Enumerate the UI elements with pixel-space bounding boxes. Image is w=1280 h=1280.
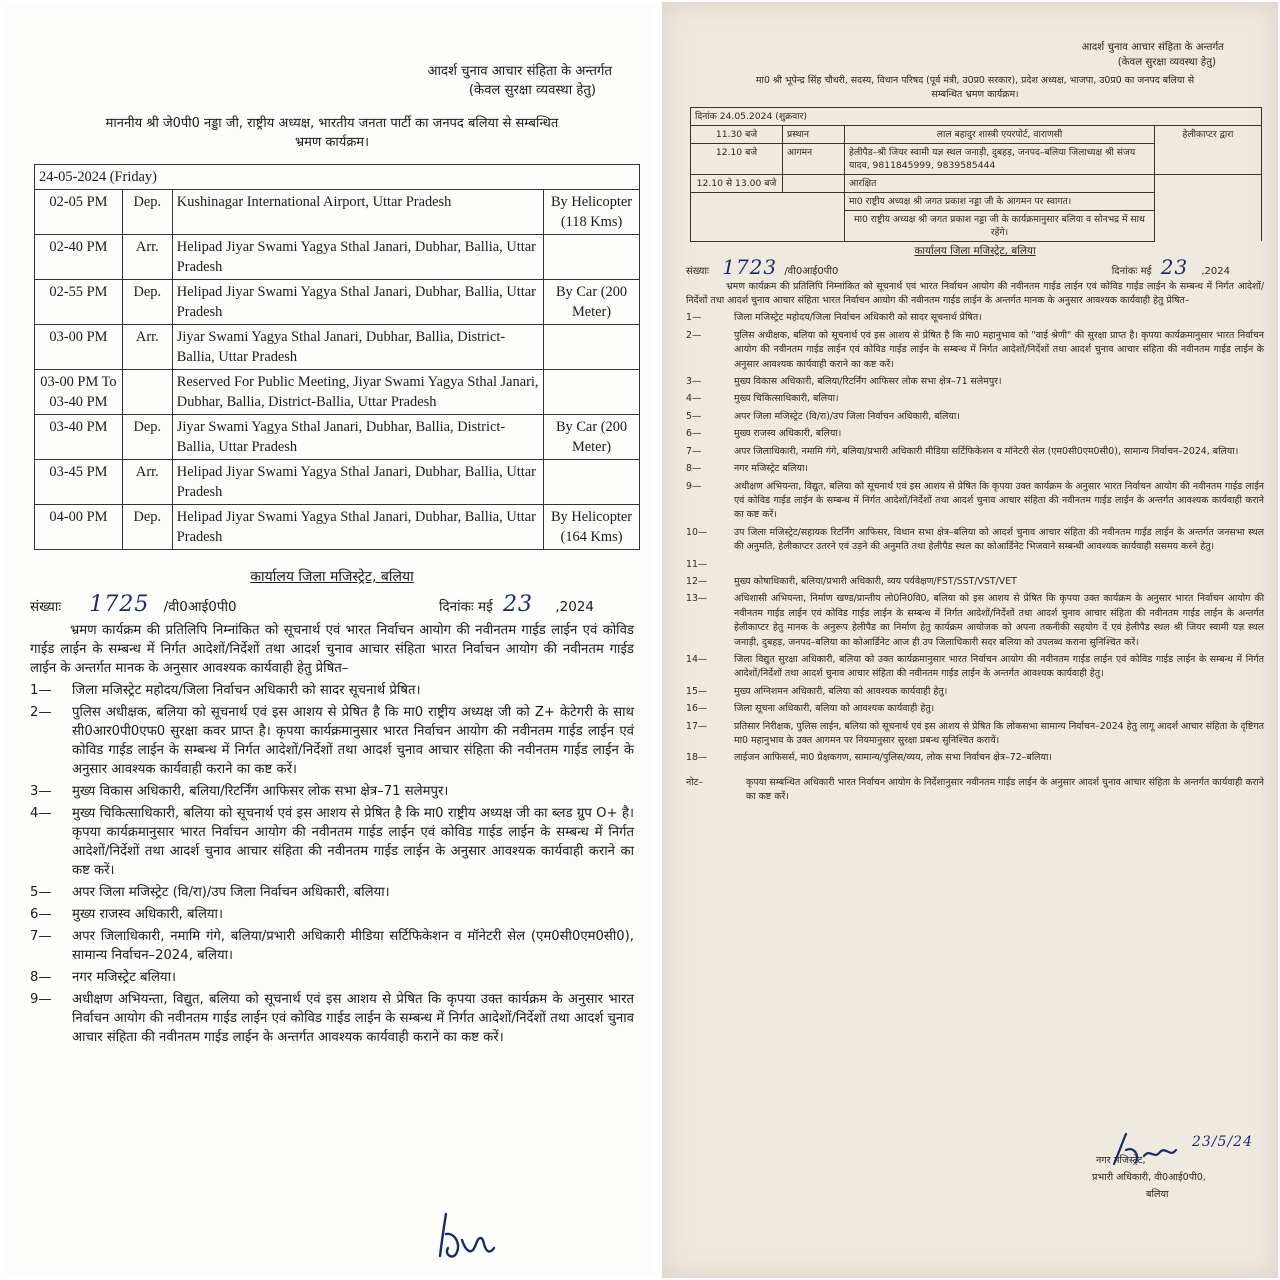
row-place: Helipad Jiyar Swami Yagya Sthal Janari, Dubhar, Ballia, Uttar Pradesh bbox=[172, 505, 543, 550]
list-item-text: नगर मजिस्ट्रेट बलिया। bbox=[72, 970, 176, 985]
list-item-text: अपर जिला मजिस्ट्रेट (वि/रा)/उप जिला निर्वाचन अधिकारी, बलिया। bbox=[72, 885, 390, 900]
row-place: Helipad Jiyar Swami Yagya Sthal Janari, Dubhar, Ballia, Uttar Pradesh bbox=[172, 235, 543, 280]
right-header-line1: आदर्श चुनाव आचार संहिता के अन्तर्गत bbox=[1081, 42, 1224, 53]
row-mode-empty bbox=[1155, 174, 1262, 241]
table-row bbox=[691, 174, 1262, 192]
row-time: 12.10 बजे bbox=[691, 143, 783, 174]
row-place: लाल बहादुर शास्त्री एयरपोर्ट, वाराणसी bbox=[845, 125, 1155, 143]
list-item-text: मुख्य विकास अधिकारी, बलिया/रिटर्निंग आफिसर लोक सभा क्षेत्र–71 सलेमपुर। bbox=[72, 784, 449, 799]
list-item-number: 15— bbox=[686, 685, 708, 697]
row-time: 02-05 PM bbox=[35, 190, 123, 235]
row-action: Dep. bbox=[122, 190, 172, 235]
list-item bbox=[686, 575, 1264, 589]
row-mode: By Helicopter (164 Kms) bbox=[544, 505, 640, 550]
row-place: Helipad Jiyar Swami Yagya Sthal Janari, Dubhar, Ballia, Uttar Pradesh bbox=[172, 460, 543, 505]
list-item-text: पुलिस अधीक्षक, बलिया को सूचनार्थ एवं इस आशय से प्रेषित है कि मा0 राष्ट्रीय अध्यक्ष जी को Z+ केटेगरी के साथ सी0आर0पी0एफ0 सुरक्षा कवर प्राप्त है। कृपया कार्यक्रमानुसार भारत निर्वाचन आयोग की नवीनतम गाईड लाईन एवं कोविड गाईड लाईन के सम्बन्ध में निर्गत आदेशों/निर्देशों तथा आदर्श चुनाव आचार संहिता की नवीनतम गाईड लाईन के अनुसार आवश्यक कार्यवाही कराने का कष्ट करें। bbox=[72, 705, 634, 777]
list-item-number: 5— bbox=[686, 410, 702, 422]
row-place: Helipad Jiyar Swami Yagya Sthal Janari, Dubhar, Ballia, Uttar Pradesh bbox=[172, 280, 543, 325]
list-item-number: 10— bbox=[686, 526, 708, 538]
list-item-number: 9— bbox=[30, 992, 52, 1007]
row-place: Jiyar Swami Yagya Sthal Janari, Dubhar, Ballia, District-Ballia, Uttar Pradesh bbox=[172, 415, 543, 460]
left-date-year: ,2024 bbox=[555, 599, 594, 615]
row-place: Kushinagar International Airport, Uttar Pradesh bbox=[172, 190, 543, 235]
right-office-heading: कार्यालय जिला मजिस्ट्रेट, बलिया bbox=[914, 244, 1036, 257]
list-item bbox=[30, 782, 634, 801]
list-item-text bbox=[734, 558, 1264, 572]
right-note-text: कृपया सम्बन्धित अधिकारी भारत निर्वाचन आयोग के निर्देशानुसार नवीनतम गाईड लाईन के अनुसार आदर्श चुनाव आचार संहिता के अन्तर्गत कार्यवाही कराने का कष्ट करें। bbox=[746, 776, 1264, 803]
left-document bbox=[4, 4, 654, 1276]
list-item bbox=[686, 445, 1264, 459]
left-ref-suffix: /वी0आई0पी0 bbox=[163, 599, 237, 615]
right-header-line2: (केवल सुरक्षा व्यवस्था हेतु) bbox=[1117, 57, 1216, 68]
list-item-text: मुख्य कोषाधिकारी, बलिया/प्रभारी अधिकारी, व्यय पर्यवेक्षण/FST/SST/VST/VET bbox=[734, 575, 1017, 587]
list-item bbox=[30, 905, 634, 924]
row-action: Arr. bbox=[122, 235, 172, 280]
list-item-number: 7— bbox=[686, 445, 702, 457]
list-item bbox=[686, 480, 1264, 523]
list-item bbox=[686, 751, 1264, 765]
list-item-number: 2— bbox=[30, 705, 52, 720]
left-header-line2: (केवल सुरक्षा व्यवस्था हेतु) bbox=[468, 83, 596, 98]
list-item-number: 13— bbox=[686, 593, 708, 605]
table-row bbox=[35, 235, 640, 280]
list-item-text: मुख्य चिकित्साधिकारी, बलिया को सूचनार्थ एवं इस आशय से प्रेषित है कि मा0 राष्ट्रीय अध्यक्ष जी का ब्लड ग्रुप O+ है। कृपया कार्यक्रमानुसार भारत निर्वाचन आयोग की नवीनतम गाईड लाईन एवं कोविड गाईड लाईन के सम्बन्ध में निर्गत आदेशों/निर्देशों तथा आदर्श चुनाव आचार संहिता की नवीनतम गाईड लाईन के अनुसार आवश्यक कार्यवाही कराने का कष्ट करें। bbox=[72, 806, 634, 878]
list-item-number: 6— bbox=[30, 907, 52, 922]
table-row bbox=[35, 460, 640, 505]
left-schedule-date: 24-05-2024 (Friday) bbox=[35, 165, 640, 190]
right-signature-block bbox=[1092, 1134, 1272, 1203]
list-item-text: अधीक्षण अभियन्ता, विद्युत, बलिया को सूचनार्थ एवं इस आशय से प्रेषित कि कृपया उक्त कार्यक्रम के अनुसार भारत निर्वाचन आयोग की नवीनतम गाईड लाईन एवं कोविड गाईड लाईन के सम्बन्ध में निर्गत आदेशों/निर्देशों तथा आदर्श चुनाव आचार संहिता की नवीनतम गाईड लाईन के अन्तर्गत आवश्यक कार्यवाही कराने का कष्ट करें। bbox=[72, 992, 634, 1045]
right-intro-paragraph: भ्रमण कार्यक्रम की प्रतिलिपि निम्नांकित को सूचनार्थ एवं भारत निर्वाचन आयोग की नवीनतम गाईड लाईन एवं कोविड गाईड लाईन के सम्बन्ध में निर्गत आदेशों/निर्देशों तथा आदर्श चुनाव आचार संहिता भारत निर्वाचन आयोग की नवीनतम गाईड लाईन के अन्तर्गत मानक के अनुसार आवश्यक कार्यवाही हेतु प्रेषित– bbox=[686, 280, 1264, 307]
list-item-text: अपर जिला मजिस्ट्रेट (वि/रा)/उप जिला निर्वाचन अधिकारी, बलिया। bbox=[734, 410, 960, 422]
list-item-number: 11— bbox=[686, 558, 708, 570]
right-note bbox=[686, 776, 1264, 805]
list-item-number: 8— bbox=[30, 970, 52, 985]
row-mode bbox=[544, 235, 640, 280]
right-recipient-list bbox=[686, 311, 1264, 765]
row-action: Dep. bbox=[122, 415, 172, 460]
list-item-text: पुलिस अधीक्षक, बलिया को सूचनार्थ एवं इस आशय से प्रेषित है कि मा0 महानुभाव को "वाई श्रेणी" की सुरक्षा प्राप्त है। कृपया कार्यक्रमानुसार भारत निर्वाचन आयोग की नवीनतम गाईड लाईन एवं कोविड गाईड लाईन के सम्बन्ध में निर्गत आदेशों/निर्देशों तथा आदर्श चुनाव आचार संहिता की नवीनतम गाईड लाईन के अनुसार आवश्यक कार्यवाही कराने का कष्ट करें। bbox=[734, 329, 1264, 370]
list-item bbox=[686, 702, 1264, 716]
row-time: 03-45 PM bbox=[35, 460, 123, 505]
list-item-text: जिला सूचना अधिकारी, बलिया को आवश्यक कार्यवाही हेतु। bbox=[734, 703, 935, 715]
list-item bbox=[30, 883, 634, 902]
left-date-label: दिनांकः मई bbox=[439, 599, 493, 615]
list-item-text: जिला मजिस्ट्रेट महोदय/जिला निर्वाचन अधिकारी को सादर सूचनार्थ प्रेषित। bbox=[734, 312, 982, 324]
row-action: Dep. bbox=[122, 280, 172, 325]
list-item bbox=[686, 685, 1264, 699]
row-empty bbox=[691, 210, 845, 241]
row-mode: By Helicopter (118 Kms) bbox=[544, 190, 640, 235]
left-intro-paragraph: भ्रमण कार्यक्रम की प्रतिलिपि निम्नांकित को सूचनार्थ एवं भारत निर्वाचन आयोग की नवीनतम गाईड लाईन एवं कोविड गाईड लाईन के सम्बन्ध में निर्गत आदेशों/निर्देशों तथा आदर्श चुनाव आचार संहिता भारत निर्वाचन आयोग की नवीनतम गाईड लाईन के अन्तर्गत मानक के अनुसार आवश्यक कार्यवाही हेतु प्रेषित– bbox=[30, 623, 634, 676]
list-item-number: 9— bbox=[686, 480, 702, 492]
row-mode: हेलीकाप्टर द्वारा bbox=[1155, 125, 1262, 174]
row-time: 03-00 PM To 03-40 PM bbox=[35, 370, 123, 415]
row-action: Arr. bbox=[122, 460, 172, 505]
right-date-label: दिनांकः मई bbox=[1111, 266, 1152, 278]
list-item-number: 16— bbox=[686, 703, 708, 715]
list-item-number: 1— bbox=[686, 312, 702, 324]
right-sign-line1: नगर मजिस्ट्रेट, bbox=[1096, 1155, 1146, 1166]
list-item bbox=[686, 653, 1264, 682]
list-item-text: मुख्य चिकित्साधिकारी, बलिया। bbox=[734, 393, 839, 405]
right-schedule-table bbox=[690, 107, 1262, 242]
list-item-text: जिला मजिस्ट्रेट महोदय/जिला निर्वाचन अधिकारी को सादर सूचनार्थ प्रेषित। bbox=[72, 683, 421, 698]
left-recipient-list bbox=[30, 681, 634, 1047]
right-note-label: नोट– bbox=[686, 776, 704, 788]
right-title-line1: मा0 श्री भूपेन्द्र सिंह चौधरी, सदस्य, विधान परिषद (पूर्व मंत्री, उ0प्र0 सरकार), प्रदेश अध्यक्ष, भाजपा, उ0प्र0 का जनपद बलिया से bbox=[755, 75, 1195, 86]
row-time: 02-40 PM bbox=[35, 235, 123, 280]
table-row bbox=[691, 125, 1262, 143]
list-item bbox=[686, 720, 1264, 749]
row-action: Arr. bbox=[122, 325, 172, 370]
row-place: मा0 राष्ट्रीय अध्यक्ष श्री जगत प्रकाश नड्डा जी के आगमन पर स्वागत। bbox=[845, 192, 1155, 210]
right-reference-line bbox=[686, 255, 1264, 280]
row-time: 12.10 से 13.00 बजे bbox=[691, 174, 783, 192]
right-sign-line2: प्रभारी अधिकारी, वी0आई0पी0, bbox=[1092, 1172, 1206, 1183]
right-schedule-date: दिनांक 24.05.2024 (शुक्रवार) bbox=[691, 107, 1262, 125]
list-item-number: 1— bbox=[30, 683, 52, 698]
list-item bbox=[30, 681, 634, 700]
table-row bbox=[35, 190, 640, 235]
row-place: आरक्षित bbox=[845, 174, 1155, 192]
row-place: हेलीपैड–श्री जियर स्वामी यज्ञ स्थल जनाड़ी, दुबहड़, जनपद–बलिया जिलाध्यक्ष श्री संजय यादव, 9811845999, 9839585444 bbox=[845, 143, 1155, 174]
right-sign-line3: बलिया bbox=[1146, 1189, 1169, 1200]
list-item-number: 3— bbox=[686, 376, 702, 388]
left-header-line1: आदर्श चुनाव आचार संहिता के अन्तर्गत bbox=[427, 64, 612, 79]
list-item bbox=[686, 592, 1264, 650]
list-item-number: 2— bbox=[686, 329, 702, 341]
list-item-number: 3— bbox=[30, 784, 52, 799]
list-item-number: 6— bbox=[686, 428, 702, 440]
left-title-line1: माननीय श्री जे0पी0 नड्डा जी, राष्ट्रीय अध्यक्ष, भारतीय जनता पार्टी का जनपद बलिया से सम्बन्धित bbox=[105, 116, 559, 131]
right-title-line2: सम्बन्धित भ्रमण कार्यक्रम। bbox=[931, 89, 1019, 101]
row-action bbox=[122, 370, 172, 415]
row-empty bbox=[691, 192, 845, 210]
list-item bbox=[686, 558, 1264, 572]
row-action: Dep. bbox=[122, 505, 172, 550]
list-item-text: अपर जिलाधिकारी, नमामि गंगे, बलिया/प्रभारी अधिकारी मीडिया सर्टिफिकेशन व मॉनेटरी सेल (एम0सी0एम0सी0), सामान्य निर्वाचन–2024, बलिया। bbox=[734, 445, 1239, 457]
row-time: 02-55 PM bbox=[35, 280, 123, 325]
list-item-number: 12— bbox=[686, 575, 708, 587]
list-item bbox=[686, 410, 1264, 424]
right-date-day: 23 bbox=[1160, 255, 1189, 280]
list-item-text: मुख्य राजस्व अधिकारी, बलिया। bbox=[72, 907, 223, 922]
list-item-text: मुख्य विकास अधिकारी, बलिया/रिटर्निंग आफिसर लोक सभा क्षेत्र–71 सलेमपुर। bbox=[734, 376, 1002, 388]
left-schedule-table bbox=[34, 164, 640, 550]
list-item bbox=[30, 968, 634, 987]
list-item-text: लाईजन आफिसर्स, मा0 प्रेक्षकगण, सामान्य/पुलिस/व्यय, लोक सभा निर्वाचन क्षेत्र–72–बलिया। bbox=[734, 752, 1052, 764]
right-ref-suffix: /वी0आई0पी0 bbox=[784, 266, 839, 278]
list-item-number: 17— bbox=[686, 720, 708, 732]
row-mode bbox=[544, 370, 640, 415]
list-item bbox=[686, 462, 1264, 476]
left-reference-line bbox=[30, 592, 634, 617]
row-mode: By Car (200 Meter) bbox=[544, 415, 640, 460]
list-item-text: मुख्य राजस्व अधिकारी, बलिया। bbox=[734, 428, 842, 440]
list-item bbox=[686, 329, 1264, 372]
right-ref-label: संख्याः bbox=[686, 266, 710, 278]
list-item bbox=[30, 927, 634, 965]
row-time: 03-40 PM bbox=[35, 415, 123, 460]
left-date-day: 23 bbox=[503, 592, 534, 617]
list-item-text: मुख्य अग्निशमन अधिकारी, बलिया को आवश्यक कार्यवाही हेतु। bbox=[734, 685, 948, 697]
list-item bbox=[30, 804, 634, 880]
list-item-text: जिला विद्युत सुरक्षा अधिकारी, बलिया को उक्त कार्यक्रमानुसार भारत निर्वाचन आयोग की नवीनतम गाईड लाईन एवं कोविड गाईड लाईन के सम्बन्ध में निर्गत आदेशों/निर्देशों तथा आदर्श चुनाव आचार संहिता की नवीनतम गाईड लाईन के अन्तर्गत आवश्यक कार्यवाही हेतु। bbox=[734, 653, 1264, 680]
list-item bbox=[686, 375, 1264, 389]
list-item-number: 18— bbox=[686, 752, 708, 764]
row-action bbox=[783, 174, 845, 192]
row-mode bbox=[544, 325, 640, 370]
row-place: मा0 राष्ट्रीय अध्यक्ष श्री जगत प्रकाश नड्डा जी के कार्यक्रमानुसार बलिया व सोनभद्र में साथ रहेंगे। bbox=[845, 210, 1155, 241]
table-row bbox=[35, 505, 640, 550]
list-item bbox=[686, 311, 1264, 325]
table-row bbox=[35, 415, 640, 460]
list-item bbox=[30, 990, 634, 1047]
table-row bbox=[35, 325, 640, 370]
right-ref-number: 1723 bbox=[722, 255, 778, 280]
left-signature bbox=[432, 1204, 502, 1264]
row-time: 04-00 PM bbox=[35, 505, 123, 550]
row-place: Reserved For Public Meeting, Jiyar Swami Yagya Sthal Janari, Dubhar, Ballia, District-Ballia, Uttar Pradesh bbox=[172, 370, 543, 415]
list-item bbox=[686, 526, 1264, 555]
list-item-text: अधीक्षण अभियन्ता, विद्युत, बलिया को सूचनार्थ एवं इस आशय से प्रेषित कि कृपया उक्त कार्यक्रम के अनुसार भारत निर्वाचन आयोग की नवीनतम गाईड लाईन एवं कोविड गाईड लाईन के सम्बन्ध में निर्गत आदेशों/निर्देशों तथा आदर्श चुनाव आचार संहिता की नवीनतम गाईड लाईन के अन्तर्गत आवश्यक कार्यवाही कराने का कष्ट करें। bbox=[734, 480, 1264, 521]
list-item bbox=[686, 392, 1264, 406]
list-item-number: 14— bbox=[686, 653, 708, 665]
row-mode bbox=[544, 460, 640, 505]
table-row bbox=[35, 280, 640, 325]
right-document bbox=[662, 2, 1278, 1278]
table-row bbox=[35, 370, 640, 415]
row-action: प्रस्थान bbox=[783, 125, 845, 143]
list-item-text: प्रतिसार निरीक्षक, पुलिस लाईन, बलिया को सूचनार्थ एवं इस आशय से प्रेषित कि लोकसभा सामान्य निर्वाचन–2024 हेतु लागू आदर्श आचार संहिता के दृष्टिगत मा0 महानुभाव के उक्त आगमन पर नियमानुसार सुरक्षा प्रबन्ध सुनिश्चित करायें। bbox=[734, 720, 1264, 746]
left-office-heading: कार्यालय जिला मजिस्ट्रेट, बलिया bbox=[250, 569, 414, 585]
row-time: 11.30 बजे bbox=[691, 125, 783, 143]
list-item-text: अपर जिलाधिकारी, नमामि गंगे, बलिया/प्रभारी अधिकारी मीडिया सर्टिफिकेशन व मॉनेटरी सेल (एम0सी0एम0सी0), सामान्य निर्वाचन–2024, बलिया। bbox=[72, 929, 634, 963]
left-title-line2: भ्रमण कार्यक्रम। bbox=[294, 135, 370, 150]
list-item-text: उप जिला मजिस्ट्रेट/सहायक रिटर्निंग आफिसर, विधान सभा क्षेत्र–बलिया को आदर्श चुनाव आचार संहिता की नवीनतम गाईड लाईन के अन्तर्गत जनसभा स्थल की अनुमति, हेलीकाप्टर उतरने एवं उड़ने की अनुमति तथा हेलीपैड स्थल का कोआर्डिनेट भिजवाने सम्बन्धी आवश्यक कार्यवाही ससमय करने हेतु। bbox=[734, 526, 1264, 553]
row-place: Jiyar Swami Yagya Sthal Janari, Dubhar, Ballia, District-Ballia, Uttar Pradesh bbox=[172, 325, 543, 370]
row-mode: By Car (200 Meter) bbox=[544, 280, 640, 325]
row-action: आगमन bbox=[783, 143, 845, 174]
row-time: 03-00 PM bbox=[35, 325, 123, 370]
list-item-number: 8— bbox=[686, 463, 702, 475]
right-sign-date: 23/5/24 bbox=[1192, 1134, 1253, 1150]
list-item-number: 4— bbox=[30, 806, 52, 821]
right-date-year: ,2024 bbox=[1201, 266, 1230, 278]
list-item bbox=[686, 427, 1264, 441]
list-item-text: नगर मजिस्ट्रेट बलिया। bbox=[734, 463, 808, 475]
list-item-number: 7— bbox=[30, 929, 52, 944]
list-item bbox=[30, 703, 634, 779]
list-item-text: अधिशासी अभियन्ता, निर्माण खण्ड/प्रान्तीय लो0नि0वि0, बलिया को इस आशय से प्रेषित कि कृपया उक्त कार्यक्रम के अनुसार भारत निर्वाचन आयोग की नवीनतम गाईड लाईन एवं कोविड गाईड लाईन के सम्बन्ध में निर्गत आदेशों/निर्देशों तथा आदर्श चुनाव आचार संहिता की नवीनतम गाईड लाईन के अन्तर्गत हेलीकाप्टर हेतु मानक के अनुरूप हेलीपैड का निर्माण हेतु कार्यक्रम आयोजक को अपना तकनीकी सहयोग दें एवं हेलीपैड स्थल श्री जियर स्वामी यज्ञ स्थल जनाड़ी, दुबहड़, जनपद–बलिया का कोआर्डिनेट आज ही उप जिलाधिकारी सदर बलिया को उपलब्ध कराना सुनिश्चित करें। bbox=[734, 593, 1264, 648]
list-item-number: 4— bbox=[686, 393, 702, 405]
left-ref-label: संख्याः bbox=[30, 599, 62, 615]
left-ref-number: 1725 bbox=[89, 592, 150, 617]
list-item-number: 5— bbox=[30, 885, 52, 900]
